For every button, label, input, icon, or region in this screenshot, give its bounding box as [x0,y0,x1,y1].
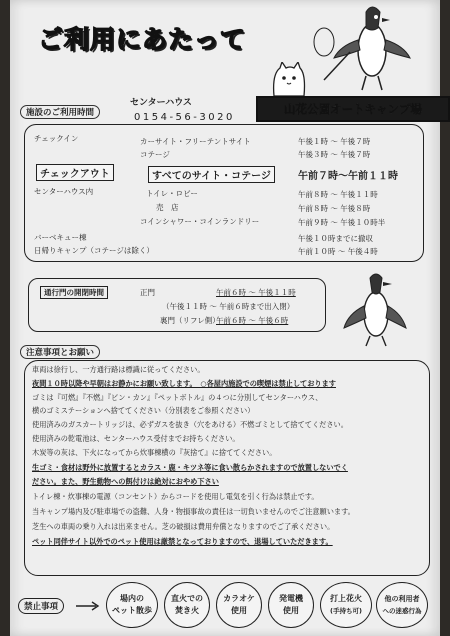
center-row-place-3: コインシャワー・コインランドリー [140,217,260,226]
prohibited-item [106,582,158,628]
checkin-time-1: 午後１時 〜 午後７時 [298,137,371,146]
center-row-time-2: 午前８時 〜 午後８時 [298,204,371,213]
prohibited-item-line: 打上花火 [330,594,362,603]
main-gate-note: （午後１１時 〜 午前６時まで出入閉） [162,302,295,311]
notice-item: 木炭等の灰は、下火になってから炊事棟横の『灰捨て』に捨ててください。 [32,448,277,457]
day-camp-time: 午前１０時 〜 午後４時 [298,247,378,256]
notice-item: 夜間１０時以降や早朝はお静かにお願い致します。 ○各屋内施設での喫煙は禁止しております [32,379,336,388]
center-row-time-1: 午前８時 〜 午後１１時 [298,190,378,199]
bird-illustration [310,2,420,94]
center-row-place-2: 売 店 [156,203,179,212]
checkin-time-2: 午後３時 〜 午後７時 [298,150,371,159]
prohibited-item-line: 使用 [283,606,299,615]
paper-sheet [10,0,440,636]
prohibited-item-line: 他の利用者 [384,595,420,603]
prohibited-item [216,582,262,628]
checkin-label: チェックイン [34,134,79,143]
main-gate-time: 午前６時 〜 午後１１時 [216,288,296,297]
gate-hours-label: 通行門の開閉時間 [40,286,108,299]
prohibited-item [164,582,210,628]
center-row-place-1: トイレ・ロビー [146,189,198,198]
notice-item: ゴミは『可燃』『不燃』『ビン・カン』『ペットボトル』の４つに分別してセンターハウス、 [32,393,323,402]
camp-name-label [256,96,450,122]
arrow-icon [76,600,100,612]
notice-item: 使用済みの乾電池は、センターハウス受付までお持ちください。 [32,434,240,443]
prohibited-item-line: 焚き火 [175,606,199,615]
center-house-phone: 0154-56-3020 [134,112,235,123]
prohibited-item-line: ペット散歩 [112,606,152,615]
checkin-place-2: コテージ [140,150,170,159]
bbq-label: バーベキュー棟 [34,233,87,242]
prohibited-item-line: カラオケ [223,594,255,603]
notice-item: 芝生への車両の乗り入れは出来ません。芝の破損は費用弁償となりますのでご了承ください。 [32,522,335,531]
prohibited-item-line: 発電機 [279,594,303,603]
notice-item: 当キャンプ場内及び駐車場での盗難、人身・物損事故の責任は一切負いませんのでご注意願います。 [32,507,355,516]
center-house-label: センターハウス内 [34,187,94,196]
bird-illustration-small [340,268,410,348]
bbq-time: 午後１０時までに撤収 [298,234,373,243]
main-gate-label: 正門 [140,288,155,297]
checkout-time: 午前７時〜午前１１時 [298,171,398,182]
prohibited-label: 禁止事項 [18,598,64,614]
notice-item: 横のゴミステーションへ捨ててください（分別表をご参照ください） [32,406,255,415]
prohibited-item [268,582,314,628]
prohibited-item [320,582,372,628]
center-house-name: センターハウス [130,98,192,108]
day-camp-label: 日帰りキャンプ（コテージは除く） [34,246,154,255]
cat-illustration [268,62,310,98]
notice-item: 生ゴミ・食材は野外に放置するとカラス・鹿・キツネ等に食い散らかされますので放置しないでく [32,463,348,472]
notice-item: トイレ棟・炊事棟の電源（コンセント）からコードを使用し電気を引く行為は禁止です。 [32,492,319,501]
notice-item: 車両は徐行し、一方通行路は標識に従ってください。 [32,365,205,374]
prohibited-item-line: 直火での [171,594,203,603]
checkout-place: すべてのサイト・コテージ [148,166,275,183]
notice-item: ださい。また、野生動物への餌付けは絶対におやめ下さい [32,477,219,486]
back-gate-label: 裏門（リフレ側） [160,316,220,325]
camp-name-text: 山花公園オートキャンプ場 [284,102,422,116]
page-title: ご利用にあたって [38,25,247,54]
prohibited-item-line: 場内の [120,594,144,603]
prohibited-item [376,582,428,628]
prohibited-item-line: (手持ち可) [330,607,362,615]
prohibited-item-line: への迷惑行為 [382,607,422,615]
back-gate-time: 午前６時 〜 午後６時 [216,316,289,325]
checkout-label: チェックアウト [36,164,114,181]
prohibited-item-line: 使用 [231,606,247,615]
notice-item: 使用済みのガスカートリッジは、必ずガスを抜き（穴をあける）不燃ゴミとして捨ててください。 [32,420,348,429]
center-row-time-3: 午前９時 〜 午後１０時半 [298,218,386,227]
checkin-place-1: カーサイト・フリーテントサイト [140,137,251,146]
facility-hours-label: 施設のご利用時間 [20,105,100,119]
notice-item: ペット同伴サイト以外でのペット使用は厳禁となっておりますので、退場していただきます。 [32,537,333,546]
notices-label: 注意事項とお願い [20,345,100,359]
